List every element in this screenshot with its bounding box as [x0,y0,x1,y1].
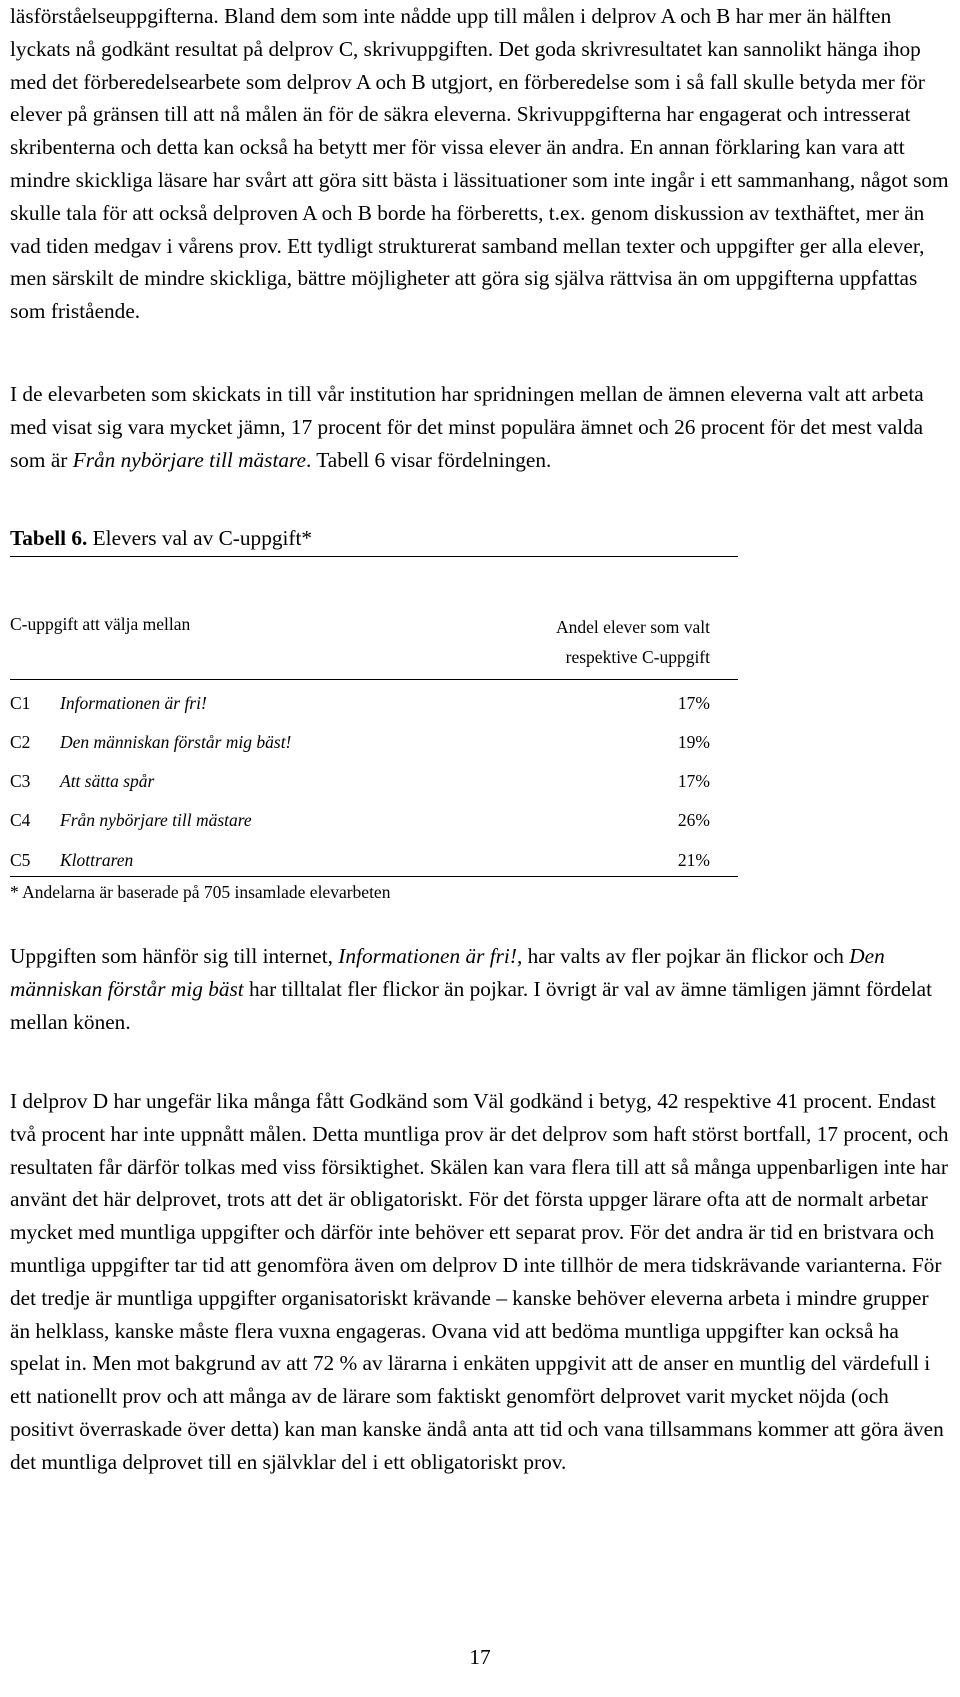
table-header-right-line-2: respektive C-uppgift [565,647,710,667]
page-number: 17 [469,1645,491,1669]
row-code: C4 [10,810,31,830]
paragraph-3-text-2: , har valts av fler pojkar än flickor och [516,944,850,968]
row-share: 26% [677,810,710,830]
row-code: C5 [10,850,31,870]
table-header-rule [10,679,738,680]
table-header-right [440,612,710,672]
paragraph-4: I delprov D har ungefär lika många fått Godkänd som Väl godkänd i betyg, 42 respektive 41 procent. Endast två procent har inte uppnått målen. Detta muntliga prov är det delprov som haft störst bortfall, 17 procent, och resultaten får därför tolkas med viss försiktighet. Skälen kan vara flera till att så många uppenbarligen inte har använt det här delprovet, trots att det är obligatoriskt. För det första uppger lärare ofta att de normalt arbetar mycket med muntliga uppgifter och därför inte behöver ett separat prov. För det andra är tid en bristvara och muntliga uppgifter tar tid att genomföra även om delprov D inte tillhör de mera tidskrävande varianterna. För det tredje är muntliga uppgifter organisatoriskt krävande – kanske behöver eleverna arbeta i mindre grupper än helklass, kanske måste flera vuxna engageras. Ovana vid att bedöma muntliga uppgifter kan också ha spelat in. Men mot bakgrund av att 72 % av lärarna i enkäten uppgivit att de anser en muntlig del värdefull i ett nationellt prov och att många av de lärare som faktiskt genomfört delprovet varit mycket nöjda (och positivt överraskade över detta) kan man kanske ändå anta att tid och vana tillsammans kommer att göra även det muntliga delprovet till en självklar del i ett obligatoriskt prov. [10,1089,949,1474]
paragraph-1: läsförståelseuppgifterna. Bland dem som inte nådde upp till målen i delprov A och B har mer än hälften lyckats nå godkänt resultat på delprov C, skrivuppgiften. Det goda skrivresultatet kan sannolikt hänga ihop med det förberedelsearbete som delprov A och B utgjort, en förberedelse som i så fall skulle betyda mer för elever på gränsen till att nå målen än för de säkra eleverna. Skrivuppgifterna har engagerat och intresserat skribenterna och detta kan också ha betytt mer för vissa elever än andra. En annan förklaring kan vara att mindre skickliga läsare har svårt att göra sitt bästa i lässituationer som inte ingår i ett sammanhang, något som skulle tala för att också delproven A och B borde ha förberetts, t.ex. genom diskussion av texthäftet, mer än vad tiden medgav i vårens prov. Ett tydligt strukturerat samband mellan texter och uppgifter ger alla elever, men särskilt de mindre skickliga, bättre möjligheter att göra sig själva rättvisa än om uppgifterna uppfattas som fristående. [10,4,949,324]
paragraph-3-text-1: Uppgiften som hänför sig till internet, [10,944,339,968]
table-caption [10,523,312,553]
paragraph-2-text-end: . Tabell 6 visar fördelningen. [305,447,552,472]
table-row [10,727,710,757]
row-title: Från nybörjare till mästare [60,810,252,830]
row-share: 21% [677,850,710,870]
table-row [10,805,710,835]
table-header-left: C-uppgift att välja mellan [10,614,191,634]
table-row [10,845,710,875]
row-share: 19% [677,732,710,752]
row-title: Informationen är fri! [60,693,207,713]
row-code: C1 [10,693,31,713]
row-code: C3 [10,771,31,791]
paragraph-3-emphasis-2: Den människan förstår mig bäst [10,944,885,1001]
paragraph-2-emphasis: Från nybörjare till mästare [72,447,306,472]
table-bottom-rule [10,876,738,877]
table-title: Elevers val av C-uppgift* [87,526,313,550]
row-code: C2 [10,732,31,752]
table-top-rule [10,556,738,557]
row-title: Den människan förstår mig bäst! [60,732,292,752]
paragraph-3 [10,940,950,1038]
table-footnote: * Andelarna är baserade på 705 insamlade elevarbeten [10,882,391,902]
document-page [10,0,950,1669]
paragraph-2-text: I de elevarbeten som skickats in till vår institution har spridningen mellan de ämnen eleverna valt att arbeta med visat sig vara mycket jämn, 17 procent för det minst populära ämnet och 26 procent för det mest valda som är [10,382,924,472]
table-header-right-line-1: Andel elever som valt [555,617,710,637]
paragraph-3-text-3: har tilltalat fler flickor än pojkar. I övrigt är val av ämne tämligen jämnt fördelat mellan könen. [10,976,933,1034]
row-share: 17% [677,771,710,791]
table-label: Tabell 6. [10,526,88,550]
table-row [10,688,710,718]
paragraph-3-emphasis-1: Informationen är fri! [338,944,517,968]
paragraph-2 [10,378,950,476]
row-title: Att sätta spår [60,771,155,791]
row-title: Klottraren [60,850,134,870]
row-share: 17% [677,693,710,713]
table-row [10,766,710,796]
